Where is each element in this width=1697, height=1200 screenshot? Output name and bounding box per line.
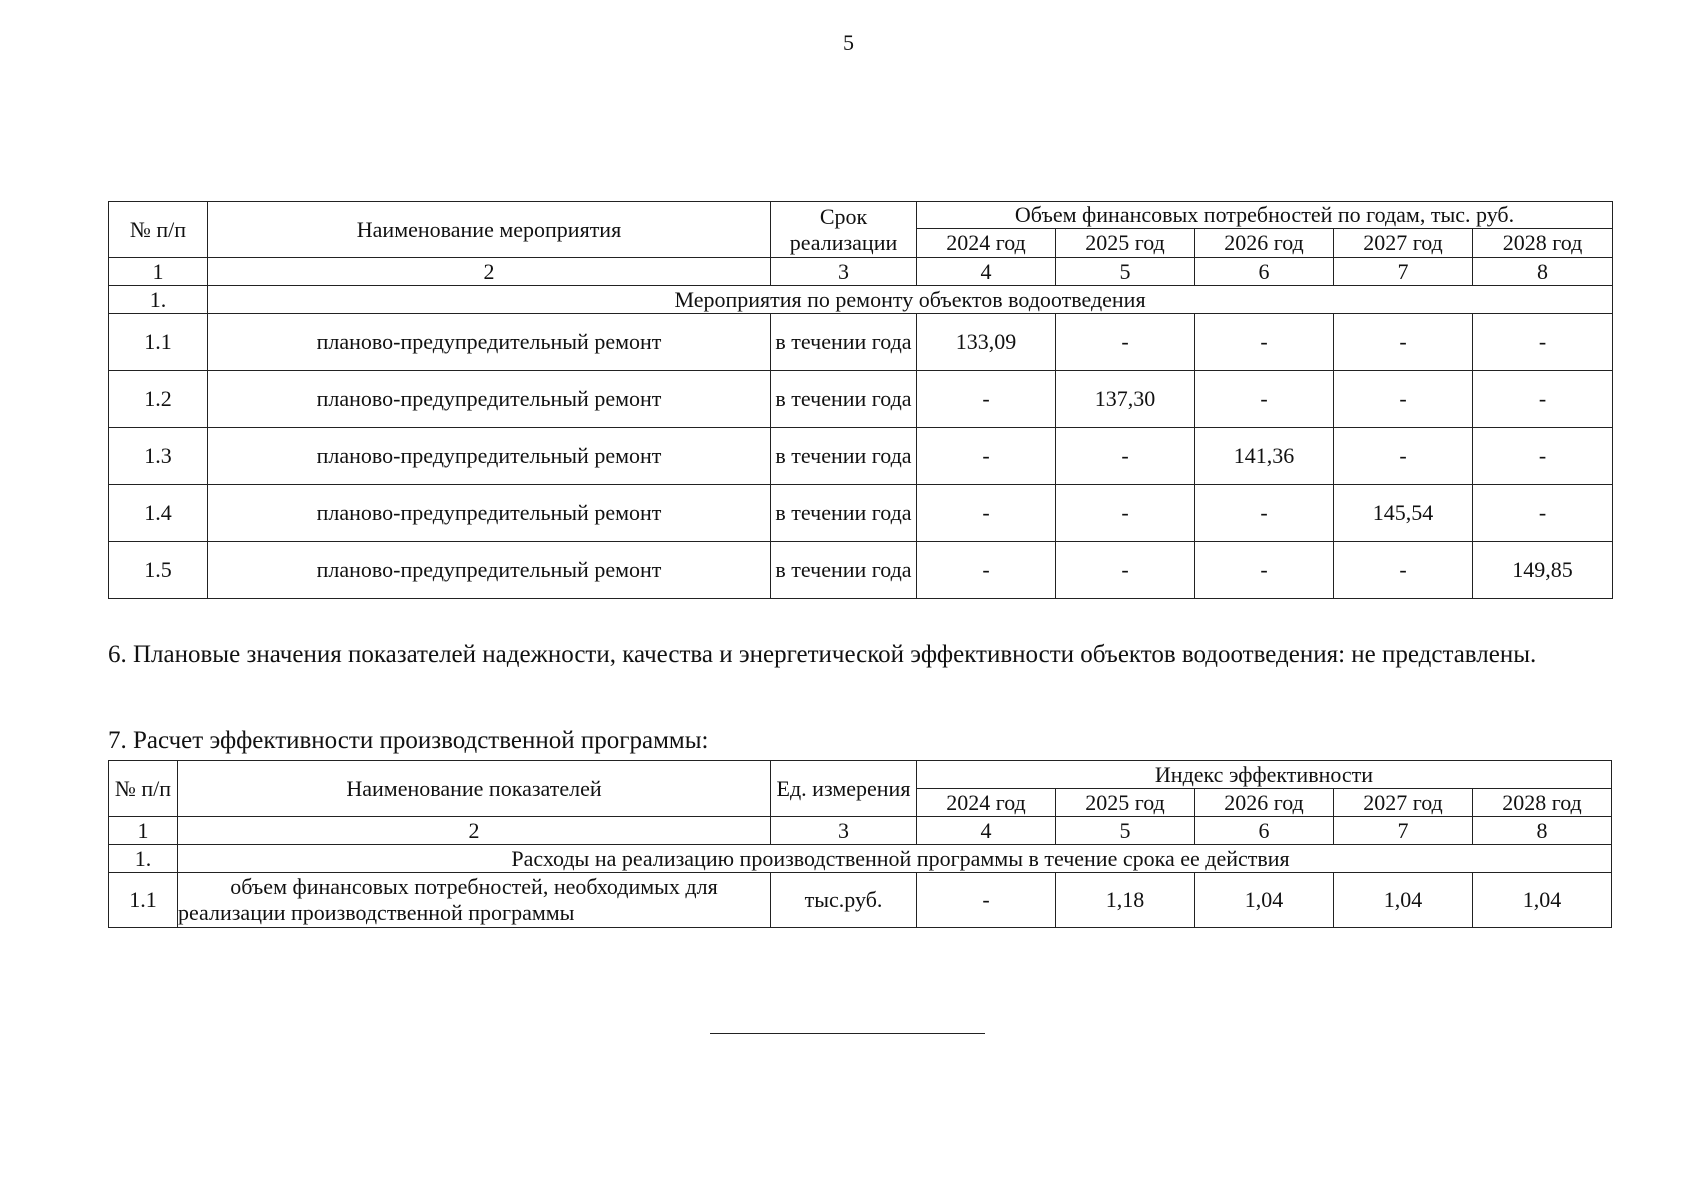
efficiency-table — [108, 760, 1612, 928]
row-term: в течении года — [771, 314, 917, 371]
row-value: 145,54 — [1334, 485, 1473, 542]
header-name: Наименование показателей — [178, 761, 771, 817]
row-value: - — [917, 542, 1056, 599]
col-number: 3 — [771, 258, 917, 286]
col-number: 7 — [1334, 258, 1473, 286]
col-number: 8 — [1473, 817, 1612, 845]
row-num: 1.1 — [109, 314, 208, 371]
row-name: планово-предупредительный ремонт — [208, 314, 771, 371]
header-year: 2028 год — [1473, 789, 1612, 817]
header-num: № п/п — [109, 202, 208, 258]
header-num: № п/п — [109, 761, 178, 817]
col-number: 7 — [1334, 817, 1473, 845]
table-row — [109, 485, 1613, 542]
table-row — [109, 314, 1613, 371]
col-number: 5 — [1056, 258, 1195, 286]
header-index: Индекс эффективности — [917, 761, 1612, 789]
section-title: Мероприятия по ремонту объектов водоотведения — [208, 286, 1613, 314]
col-number: 8 — [1473, 258, 1613, 286]
row-value: - — [1195, 314, 1334, 371]
header-volume: Объем финансовых потребностей по годам, тыс. руб. — [917, 202, 1613, 229]
row-value: 141,36 — [1195, 428, 1334, 485]
row-value: - — [1195, 371, 1334, 428]
header-year: 2027 год — [1334, 229, 1473, 258]
row-term: в течении года — [771, 485, 917, 542]
financial-needs-table — [108, 201, 1613, 599]
row-num: 1.2 — [109, 371, 208, 428]
header-year: 2025 год — [1056, 229, 1195, 258]
section-num: 1. — [109, 286, 208, 314]
row-name: объем финансовых потребностей, необходимых для реализации производственной программы — [178, 873, 771, 928]
header-name: Наименование мероприятия — [208, 202, 771, 258]
col-number: 3 — [771, 817, 917, 845]
row-unit: тыс.руб. — [771, 873, 917, 928]
row-value: - — [917, 371, 1056, 428]
row-value: 1,04 — [1195, 873, 1334, 928]
row-value: 133,09 — [917, 314, 1056, 371]
row-name: планово-предупредительный ремонт — [208, 485, 771, 542]
col-number: 6 — [1195, 817, 1334, 845]
row-value: - — [917, 485, 1056, 542]
row-value: - — [1195, 485, 1334, 542]
row-value: - — [1334, 428, 1473, 485]
row-value: - — [1473, 428, 1613, 485]
col-number: 1 — [109, 817, 178, 845]
row-term: в течении года — [771, 371, 917, 428]
header-term: Срок реализации — [771, 202, 917, 258]
row-term: в течении года — [771, 428, 917, 485]
row-num: 1.4 — [109, 485, 208, 542]
header-year: 2028 год — [1473, 229, 1613, 258]
row-value: - — [1056, 542, 1195, 599]
row-value: - — [1334, 542, 1473, 599]
paragraph-reliability-indicators: 6. Плановые значения показателей надежности, качества и энергетической эффективности объектов водоотведения: не представлены. — [108, 641, 1537, 668]
row-value: 1,04 — [1473, 873, 1612, 928]
table-row — [109, 428, 1613, 485]
header-year: 2027 год — [1334, 789, 1473, 817]
col-number: 2 — [208, 258, 771, 286]
header-year: 2024 год — [917, 229, 1056, 258]
row-value: - — [1473, 314, 1613, 371]
row-num: 1.1 — [109, 873, 178, 928]
row-term: в течении года — [771, 542, 917, 599]
page-number: 5 — [843, 30, 854, 55]
col-number: 5 — [1056, 817, 1195, 845]
row-value: - — [917, 873, 1056, 928]
header-unit: Ед. измерения — [771, 761, 917, 817]
row-value: - — [1473, 485, 1613, 542]
closing-divider — [710, 1033, 985, 1034]
col-number: 6 — [1195, 258, 1334, 286]
row-name: планово-предупредительный ремонт — [208, 542, 771, 599]
table-row — [109, 371, 1613, 428]
row-num: 1.5 — [109, 542, 208, 599]
header-year: 2025 год — [1056, 789, 1195, 817]
row-value: - — [1473, 371, 1613, 428]
header-year: 2024 год — [917, 789, 1056, 817]
section-title: Расходы на реализацию производственной программы в течение срока ее действия — [178, 845, 1612, 873]
table-row — [109, 542, 1613, 599]
col-number: 4 — [917, 258, 1056, 286]
row-value: - — [1056, 485, 1195, 542]
row-name: планово-предупредительный ремонт — [208, 428, 771, 485]
row-value: 1,18 — [1056, 873, 1195, 928]
header-year: 2026 год — [1195, 789, 1334, 817]
table-row — [109, 873, 1612, 928]
row-value: 149,85 — [1473, 542, 1613, 599]
row-value: - — [1056, 428, 1195, 485]
row-value: 137,30 — [1056, 371, 1195, 428]
col-number: 1 — [109, 258, 208, 286]
row-value: - — [1195, 542, 1334, 599]
row-value: 1,04 — [1334, 873, 1473, 928]
row-value: - — [1334, 371, 1473, 428]
section-num: 1. — [109, 845, 178, 873]
header-year: 2026 год — [1195, 229, 1334, 258]
row-value: - — [1334, 314, 1473, 371]
col-number: 4 — [917, 817, 1056, 845]
row-value: - — [1056, 314, 1195, 371]
paragraph-efficiency-calculation: 7. Расчет эффективности производственной программы: — [108, 727, 709, 754]
row-value: - — [917, 428, 1056, 485]
row-name: планово-предупредительный ремонт — [208, 371, 771, 428]
row-num: 1.3 — [109, 428, 208, 485]
col-number: 2 — [178, 817, 771, 845]
